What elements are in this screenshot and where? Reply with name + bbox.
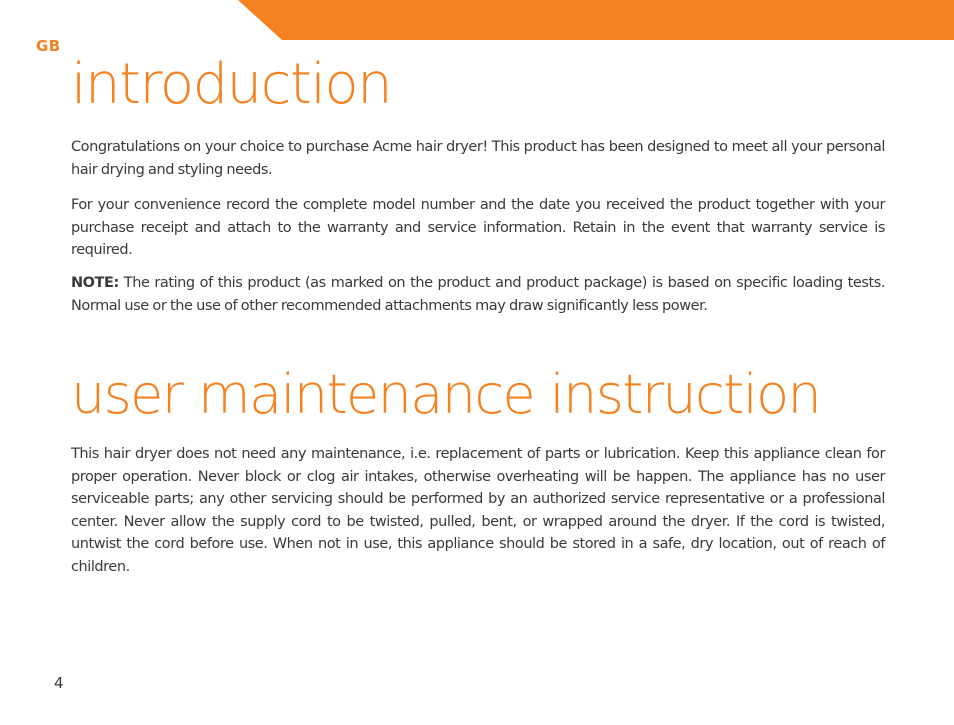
header-accent-band [238, 0, 954, 40]
page-number: 4 [54, 674, 64, 692]
maintenance-heading: user maintenance instruction [71, 363, 821, 426]
language-tag: GB [36, 37, 61, 55]
note-paragraph [71, 272, 885, 317]
maintenance-paragraph: This hair dryer does not need any maintenance, i.e. replacement of parts or lubrication. Keep this appliance clean for proper operation. Never block or clog air intakes, otherwise overheating will be happen. The appliance has no user serviceable parts; any other servicing should be performed by an authorized service representative or a professional center. Never allow the supply cord to be twisted, pulled, bent, or wrapped around the dryer. If the cord is twisted, untwist the cord before use. When not in use, this appliance should be stored in a safe, dry location, out of reach of children. [71, 446, 885, 575]
introduction-paragraph-1: Congratulations on your choice to purchase Acme hair dryer! This product has been designed to meet all your personal hair drying and styling needs. [71, 139, 885, 178]
note-text: The rating of this product (as marked on the product and product package) is based on specific loading tests. Normal use or the use of other recommended attachments may draw significantly less power. [71, 275, 885, 314]
introduction-paragraph-2: For your convenience record the complete model number and the date you received the product together with your purchase receipt and attach to the warranty and service information. Retain in the event that warranty service is required. [71, 197, 885, 258]
note-label: NOTE: [71, 275, 119, 291]
introduction-heading: introduction [71, 52, 392, 117]
